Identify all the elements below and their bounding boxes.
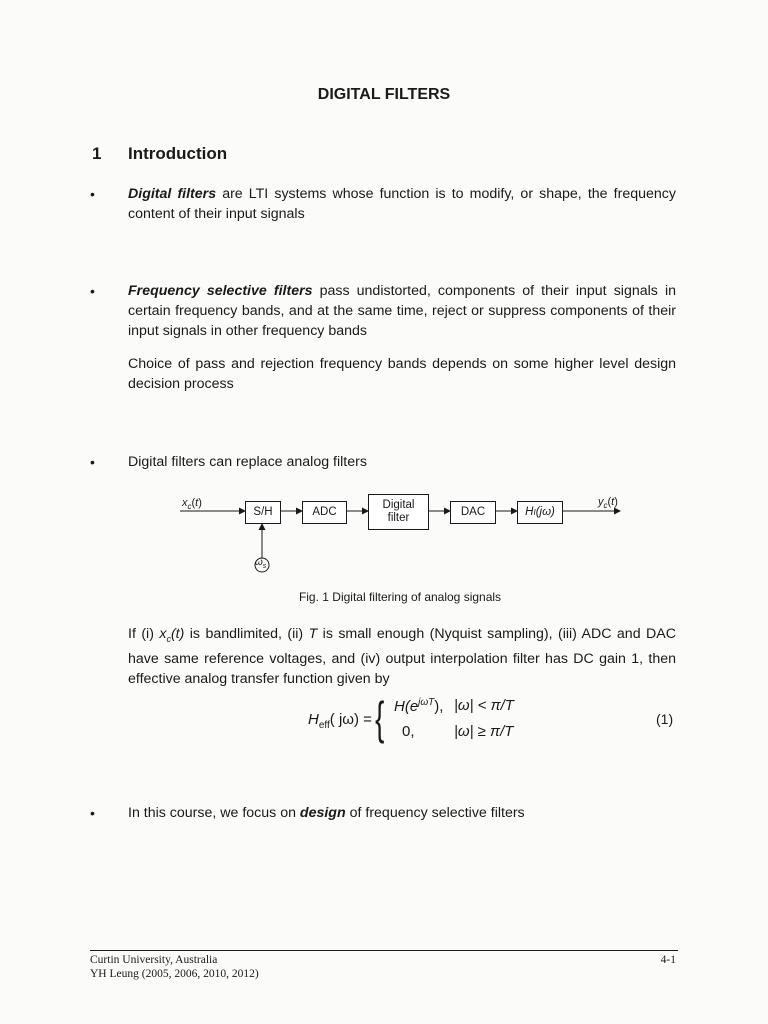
bullet-marker: • xyxy=(90,186,95,202)
block-adc: ADC xyxy=(302,501,347,524)
input-signal-label: $x_c(t)$ xyxy=(182,497,202,512)
page-number: 4-1 xyxy=(660,954,676,966)
term-digital-filters: Digital filters xyxy=(128,186,217,202)
bullet-text: pass undistorted, components of their input signals in certain frequency bands, and at the same time, reject or suppress components of their input signals in other frequency bands xyxy=(128,283,676,339)
figure-caption: Fig. 1 Digital filtering of analog signals xyxy=(298,590,502,604)
paragraph-conditions: If (i) $x_c(t)$ is bandlimited, (ii) T is small enough (Nyquist sampling), (iii) ADC and DAC have same reference voltages, and (iv) output interpolation filter has DC gain 1, then effective analog transfer function given by xyxy=(128,626,676,687)
section-title: Introduction xyxy=(128,144,228,163)
output-signal-label: $y_c(t)$ xyxy=(598,496,618,511)
block-dac: DAC xyxy=(450,501,496,524)
footer-author: YH Leung (2005, 2006, 2010, 2012) xyxy=(90,968,259,980)
footer-institution: Curtin University, Australia xyxy=(90,954,218,966)
equation-brace: { xyxy=(375,692,385,744)
bullet-marker: • xyxy=(90,454,95,470)
term-frequency-selective-filters: Frequency selective filters xyxy=(128,283,313,299)
block-digital-filter: Digital filter xyxy=(368,494,429,530)
bullet-digital-filters xyxy=(128,184,676,224)
document-title: DIGITAL FILTERS xyxy=(317,86,451,103)
bullet-course-focus: In this course, we focus on design of frequency selective filters xyxy=(128,805,525,821)
term-design: design xyxy=(299,805,346,821)
section-heading xyxy=(92,144,227,164)
bullet-marker: • xyxy=(90,283,95,299)
bullet-frequency-selective xyxy=(128,281,676,341)
sampling-frequency-label: $\omega_s$ xyxy=(255,557,267,570)
equation-number: (1) xyxy=(656,711,674,727)
bullet-text: are LTI systems whose function is to modify, or shape, the frequency content of their input signals xyxy=(128,186,676,222)
section-number: 1 xyxy=(92,144,102,163)
block-sample-hold: S/H xyxy=(245,501,281,524)
bullet-replace-analog: Digital filters can replace analog filters xyxy=(128,454,367,470)
paragraph-choice: Choice of pass and rejection frequency bands depends on some higher level design decision process xyxy=(128,356,676,392)
footer-rule xyxy=(90,950,678,951)
bullet-marker: • xyxy=(90,805,95,821)
block-interpolation-filter: H I (jω) xyxy=(517,501,563,524)
